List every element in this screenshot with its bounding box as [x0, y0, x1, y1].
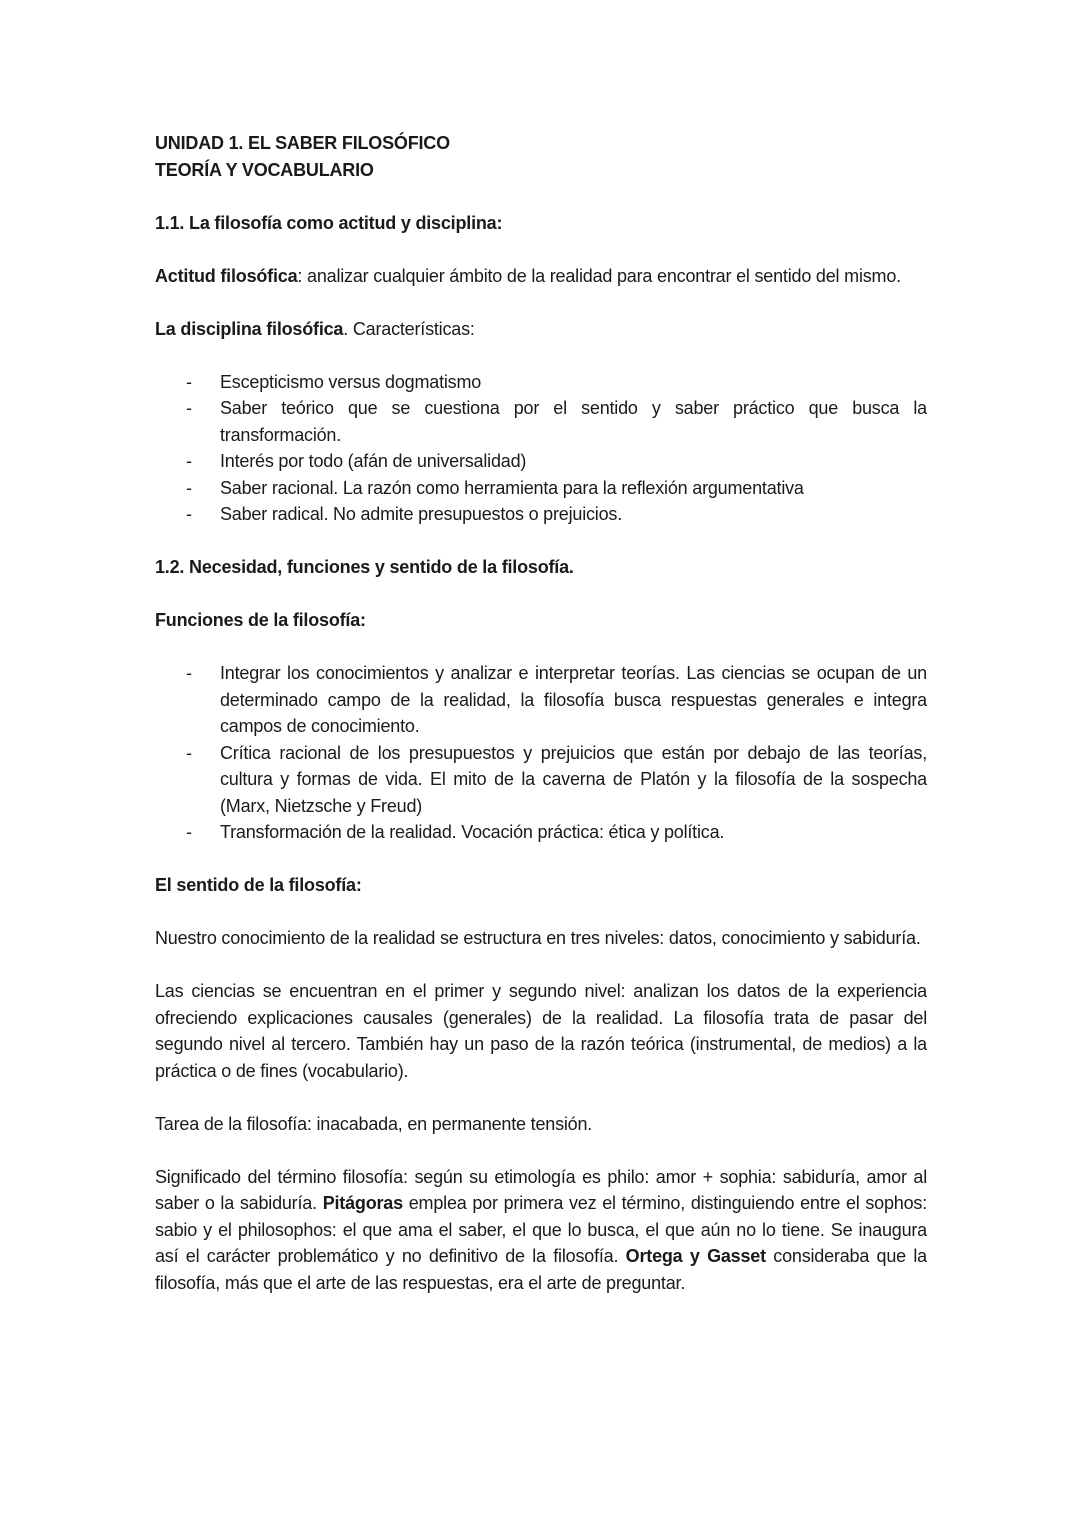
list-item: - Escepticismo versus dogmatismo: [220, 369, 927, 396]
funciones-heading: Funciones de la filosofía:: [155, 610, 366, 630]
list-item: - Transformación de la realidad. Vocación práctica: ética y política.: [220, 819, 927, 846]
document-page: [155, 130, 927, 1323]
significado-paragraph: Significado del término filosofía: según su etimología es philo: amor + sophia: sabiduría, amor al saber o la sabiduría. Pitágoras emplea por primera vez el término, distinguiendo entre el sophos: sabio y el philosophos: el que ama el saber, el que lo busca, el que aún no lo tiene. Se inaugura así el carácter problemático y no definitivo de la filosofía. Ortega y Gasset consideraba que la filosofía, más que el arte de las respuestas, era el arte de preguntar.: [155, 1166, 927, 1293]
document-title: UNIDAD 1. EL SABER FILOSÓFICO: [155, 133, 450, 153]
list-item: - Crítica racional de los presupuestos y prejuicios que están por debajo de las teorías, cultura y formas de vida. El mito de la caverna de Platón y la filosofía de la sospecha (Marx, Nietzsche y Freud): [220, 740, 927, 820]
funciones-list: [155, 660, 927, 846]
sentido-heading: El sentido de la filosofía:: [155, 875, 362, 895]
document-subtitle: TEORÍA Y VOCABULARIO: [155, 159, 374, 180]
paragraph: Nuestro conocimiento de la realidad se estructura en tres niveles: datos, conocimiento y sabiduría.: [155, 928, 921, 948]
paragraph: Tarea de la filosofía: inacabada, en permanente tensión.: [155, 1113, 593, 1134]
actitud-paragraph: Actitud filosófica: analizar cualquier ámbito de la realidad para encontrar el sentido del mismo.: [155, 265, 901, 286]
disciplina-paragraph: La disciplina filosófica. Características:: [155, 318, 475, 339]
paragraph: Las ciencias se encuentran en el primer y segundo nivel: analizan los datos de la experiencia ofreciendo explicaciones causales (generales) de la realidad. La filosofía trata de pasar del segundo nivel al tercero. También hay un paso de la razón teórica (instrumental, de medios) a la práctica o de fines (vocabulario).: [155, 981, 927, 1081]
list-item: - Integrar los conocimientos y analizar e interpretar teorías. Las ciencias se ocupan de un determinado campo de la realidad, la filosofía busca respuestas generales e integra campos de conocimiento.: [220, 660, 927, 740]
section-heading-1-2: 1.2. Necesidad, funciones y sentido de la filosofía.: [155, 557, 574, 577]
list-item: - Saber radical. No admite presupuestos o prejuicios.: [220, 501, 927, 528]
list-item: - Saber racional. La razón como herramienta para la reflexión argumentativa: [220, 475, 927, 502]
list-item: - Interés por todo (afán de universalidad): [220, 448, 927, 475]
caracteristicas-list: [155, 369, 927, 528]
list-item: - Saber teórico que se cuestiona por el sentido y saber práctico que busca la transformación.: [220, 395, 927, 448]
section-heading-1-1: 1.1. La filosofía como actitud y disciplina:: [155, 212, 503, 233]
